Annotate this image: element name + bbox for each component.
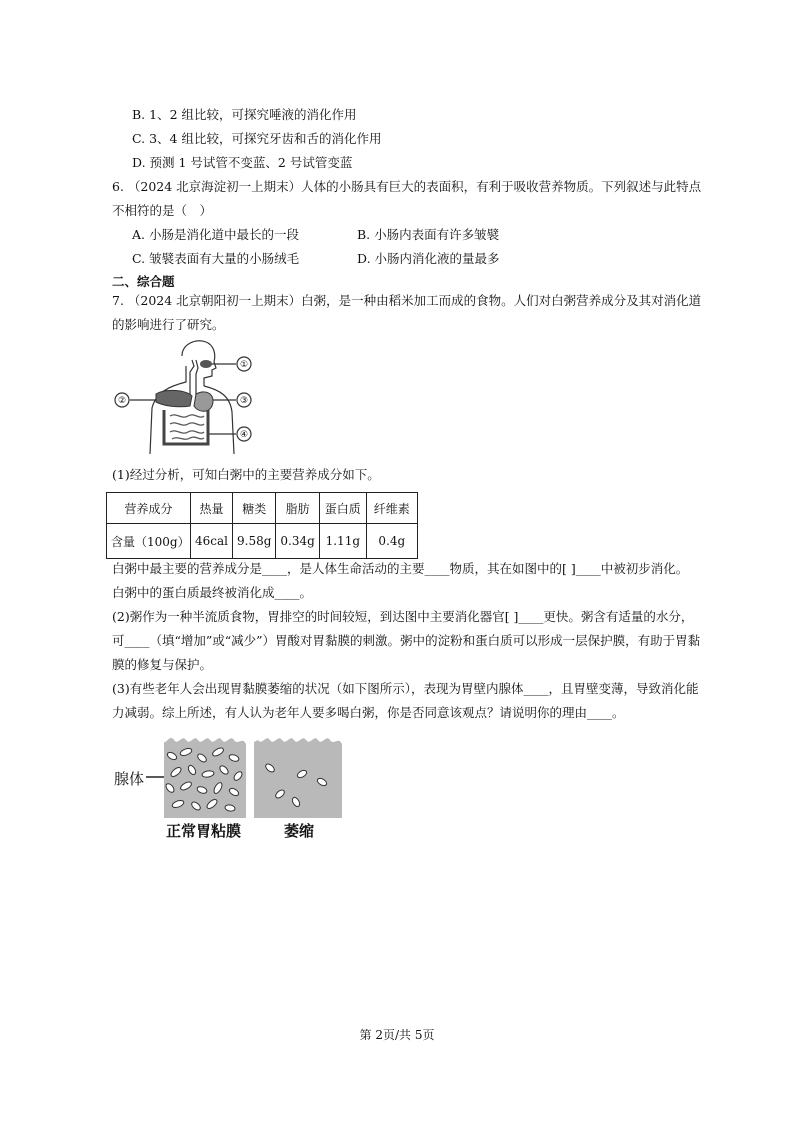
table-cell: 0.34g [276, 524, 319, 559]
table-header-cell: 蛋白质 [319, 493, 366, 524]
q6-stem-line2: 不相符的是（ ） [112, 203, 213, 218]
q7-stem-line1: 7. （2024 北京朝阳初一上期末）白粥，是一种由稻米加工而成的食物。人们对白粥营养成分及其对消化道 [112, 293, 702, 308]
q7-p2-line-b: 可____（填“增加”或“减少”）胃酸对胃黏膜的刺激。粥中的淀粉和蛋白质可以形成一层保护膜，有助于胃黏 [112, 633, 701, 648]
q7-p1-line-a: 白粥中最主要的营养成分是____，是人体生命活动的主要____物质，其在如图中的[ ]____中被初步消化。 [112, 561, 689, 576]
q6-option-a: A. 小肠是消化道中最长的一段 [132, 227, 299, 242]
table-header-cell: 脂肪 [276, 493, 319, 524]
q5-option-d: D. 预测 1 号试管不变蓝、2 号试管变蓝 [132, 155, 353, 170]
q7-p3-line-a: (3)有些老年人会出现胃黏膜萎缩的状况（如下图所示），表现为胃壁内腺体____，且胃壁变薄，导致消化能 [112, 681, 699, 696]
q6-option-c: C. 皱襞表面有大量的小肠绒毛 [132, 251, 300, 266]
label-3: ③ [239, 396, 249, 406]
normal-mucosa-label: 正常胃粘膜 [166, 822, 242, 840]
section-title: 二、综合题 [112, 274, 175, 289]
q6-option-b: B. 小肠内表面有许多皱襞 [357, 227, 500, 242]
q7-p1-intro: (1)经过分析，可知白粥中的主要营养成分如下。 [112, 467, 380, 482]
label-2: ② [117, 396, 127, 406]
atrophy-label: 萎缩 [284, 822, 315, 840]
table-cell: 46cal [191, 524, 233, 559]
q5-option-b: B. 1、2 组比较，可探究唾液的消化作用 [132, 107, 357, 122]
q5-option-c: C. 3、4 组比较，可探究牙齿和舌的消化作用 [132, 131, 382, 146]
label-1: ① [239, 360, 249, 370]
table-row [107, 524, 418, 559]
q7-p2-line-c: 膜的修复与保护。 [112, 657, 213, 672]
gland-label: 腺体 [114, 770, 145, 788]
table-cell: 1.11g [319, 524, 366, 559]
page-footer: 第 2页/共 5页 [359, 1028, 435, 1042]
label-4: ④ [239, 430, 249, 440]
table-cell: 含量（100g） [107, 524, 191, 559]
table-header-cell: 热量 [191, 493, 233, 524]
q7-p1-line-b: 白粥中的蛋白质最终被消化成____。 [112, 585, 313, 600]
digestive-system-figure [112, 336, 262, 456]
q7-p2-line-a: (2)粥作为一种半流质食物，胃排空的时间较短，到达图中主要消化器官[ ]____更快。粥含有适量的水分， [112, 609, 694, 624]
gastric-mucosa-figure [146, 732, 346, 820]
q7-p3-line-b: 力减弱。综上所述，有人认为老年人要多喝白粥，你是否同意该观点？请说明你的理由____。 [112, 705, 625, 720]
q6-option-d: D. 小肠内消化液的量最多 [357, 251, 500, 266]
q6-stem-line1: 6. （2024 北京海淀初一上期末）人体的小肠具有巨大的表面积，有利于吸收营养物质。下列叙述与此特点 [112, 179, 702, 194]
table-cell: 9.58g [233, 524, 276, 559]
table-header-cell: 营养成分 [107, 493, 191, 524]
q7-stem-line2: 的影响进行了研究。 [112, 317, 225, 332]
table-header-cell: 糖类 [233, 493, 276, 524]
table-header-row [107, 493, 418, 524]
table-header-cell: 纤维素 [366, 493, 417, 524]
table-cell: 0.4g [366, 524, 417, 559]
nutrition-table [106, 492, 418, 559]
